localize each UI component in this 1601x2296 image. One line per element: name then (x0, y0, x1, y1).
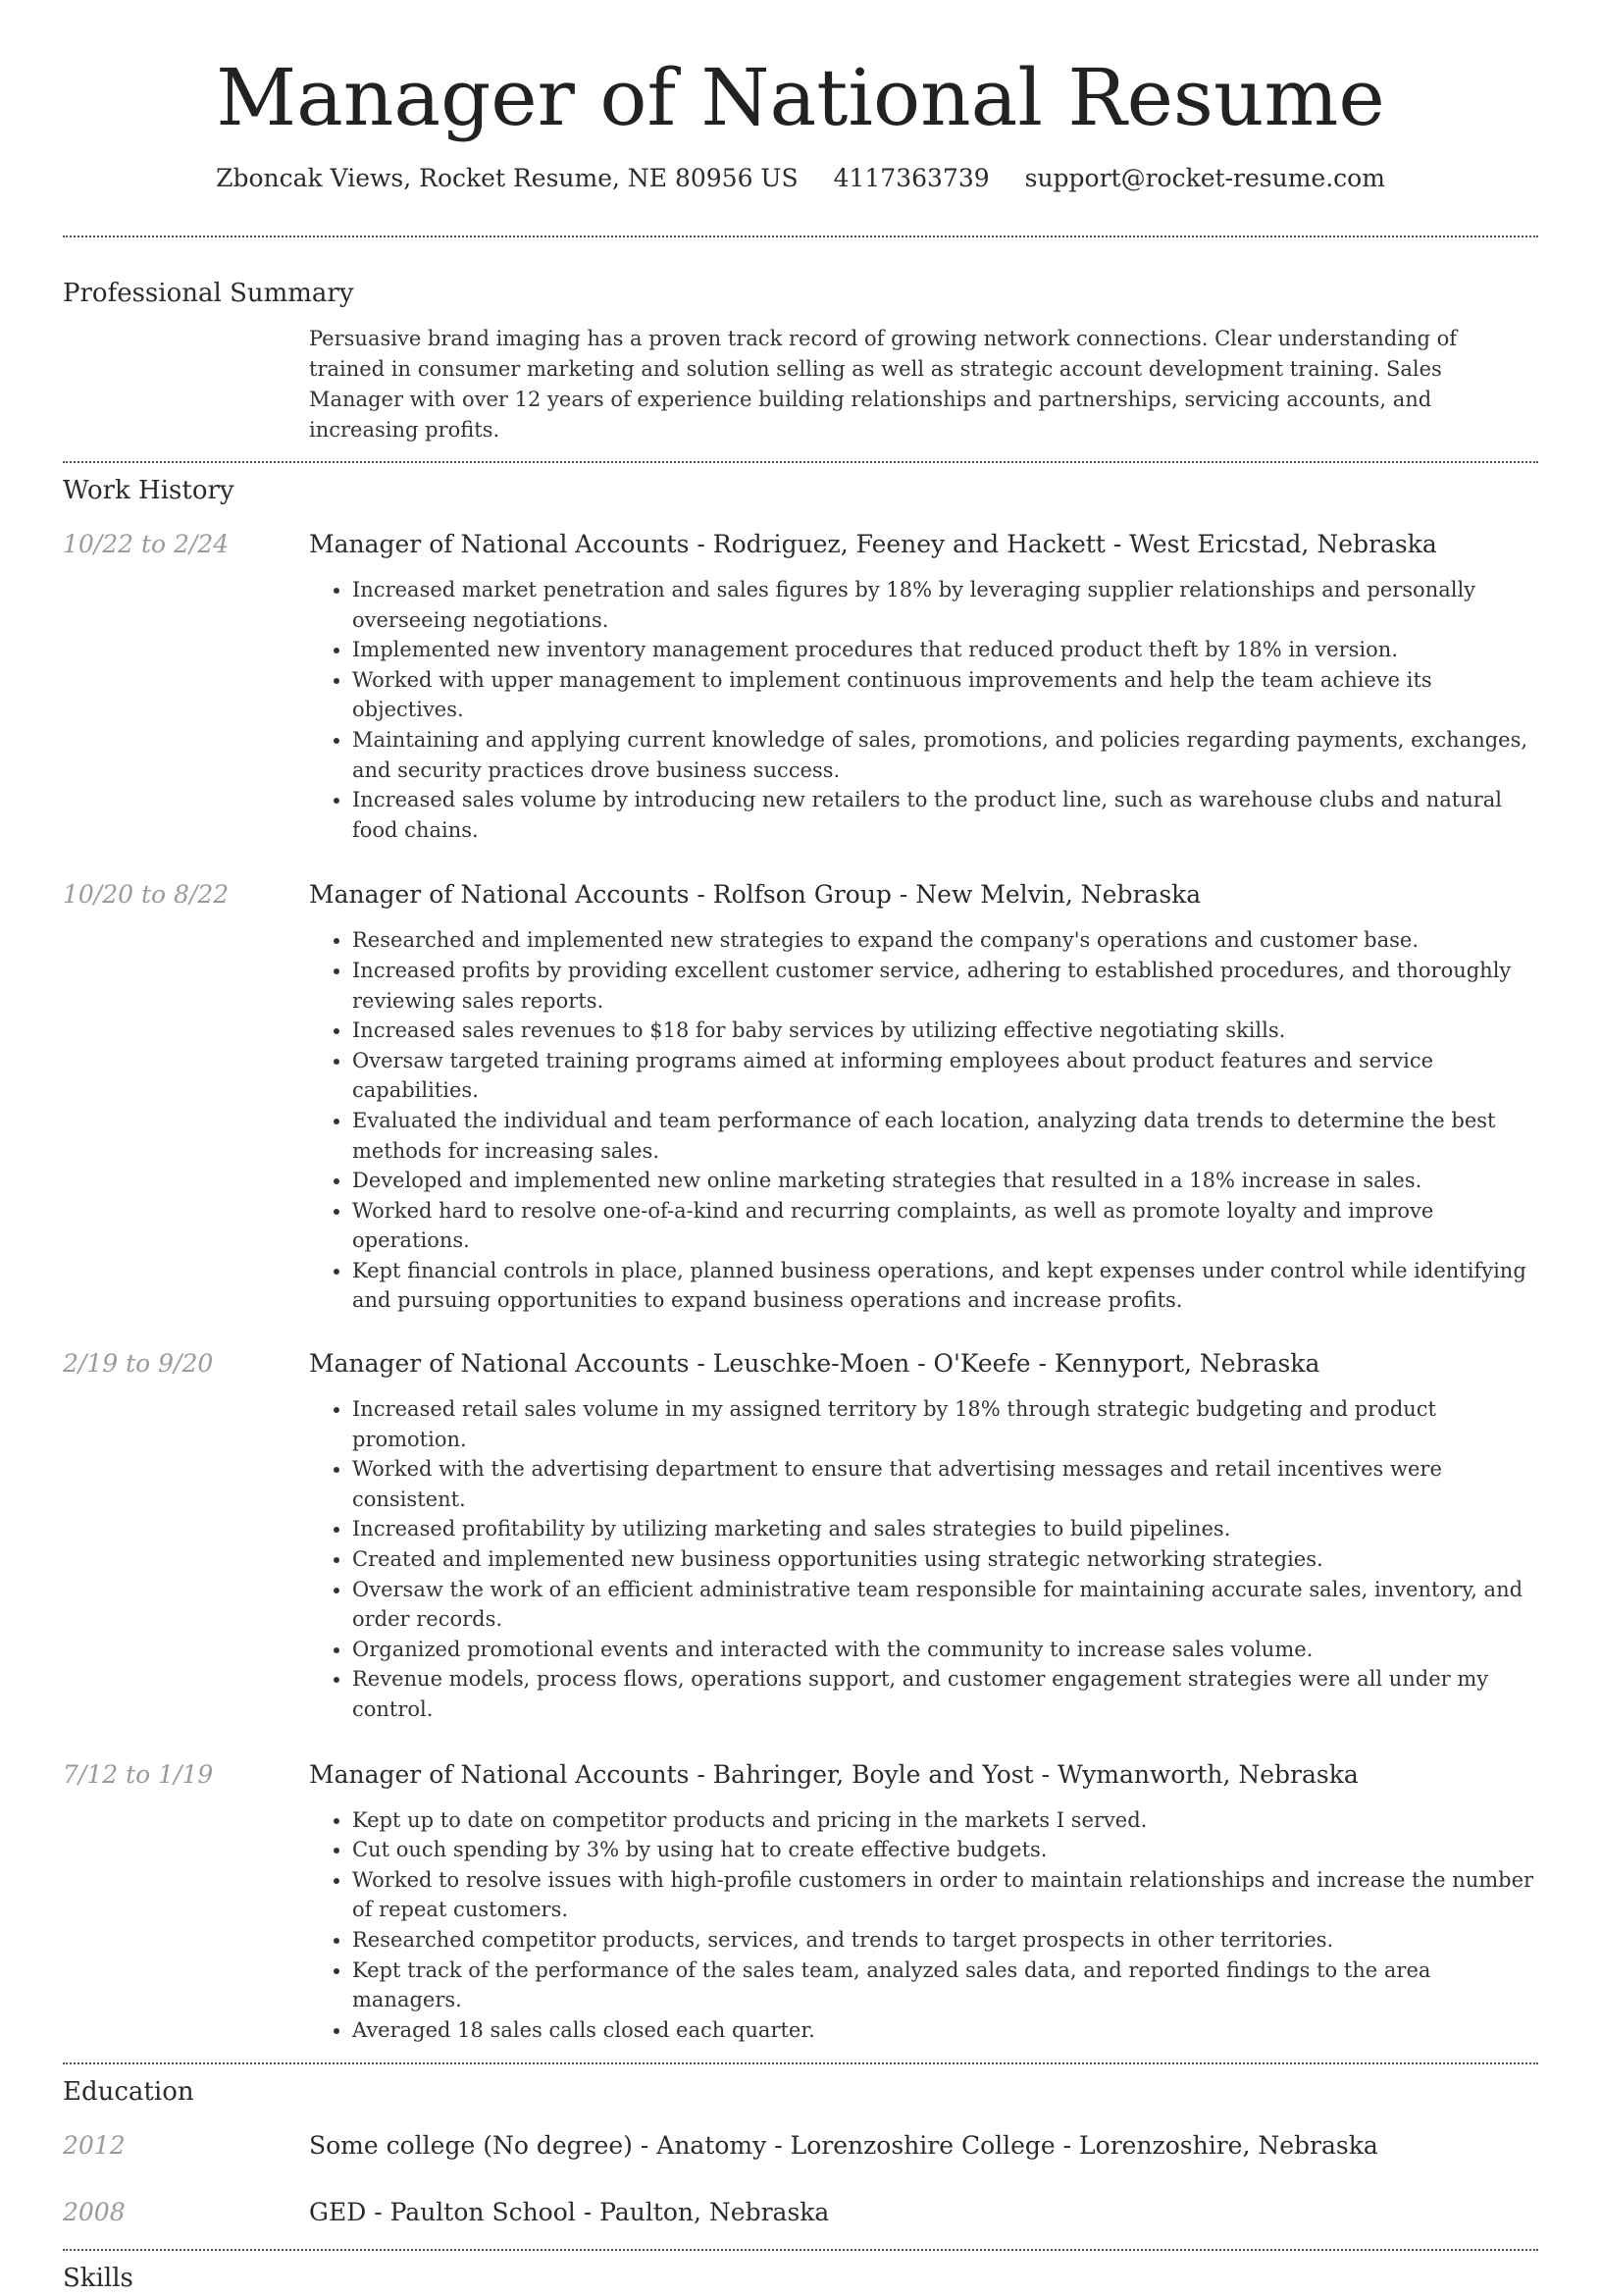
job-entry (63, 1347, 1538, 1725)
divider (63, 2062, 1538, 2064)
job-entry (63, 1758, 1538, 2046)
job-bullet: • Revenue models, process flows, operations support, and customer engagement strategies were all under my control. (352, 1664, 1538, 1724)
job-bullet: • Increased sales revenues to $18 for baby services by utilizing effective negotiating skills. (352, 1016, 1538, 1046)
job-bullet: • Developed and implemented new online marketing strategies that resulted in a 18% increase in sales. (352, 1166, 1538, 1196)
job-bullet: • Maintaining and applying current knowledge of sales, promotions, and policies regarding payments, exchanges, and security practices drove business success. (352, 725, 1538, 785)
job-heading: Manager of National Accounts - Bahringer, Boyle and Yost - Wymanworth, Nebraska (309, 1759, 1359, 1789)
job-bullet: • Increased profitability by utilizing marketing and sales strategies to build pipelines. (352, 1514, 1538, 1544)
job-bullets (309, 575, 1538, 845)
job-bullet: • Implemented new inventory management procedures that reduced product theft by 18% in version. (352, 635, 1538, 665)
job-dates: 10/22 to 2/24 (63, 530, 230, 558)
job-bullet: • Evaluated the individual and team performance of each location, analyzing data trends to determine the best methods for increasing sales. (352, 1106, 1538, 1166)
job-entry (63, 528, 1538, 845)
job-bullet: • Worked hard to resolve one-of-a-kind and recurring complaints, as well as promote loyalty and improve operations. (352, 1196, 1538, 1256)
job-dates: 2/19 to 9/20 (63, 1349, 214, 1379)
contact-phone: 4117363739 (833, 164, 990, 192)
education-entry (63, 2129, 1538, 2163)
job-dates: 7/12 to 1/19 (63, 1759, 214, 1789)
job-bullet: • Kept up to date on competitor products and pricing in the markets I served. (352, 1805, 1538, 1836)
job-bullet: • Researched competitor products, services, and trends to target prospects in other territories. (352, 1925, 1538, 1956)
contact-address: Zboncak Views, Rocket Resume, NE 80956 US (216, 164, 799, 192)
job-bullet: • Cut ouch spending by 3% by using hat to create effective budgets. (352, 1835, 1538, 1865)
job-bullets (309, 1394, 1538, 1725)
job-entry (63, 878, 1538, 1316)
education-year: 2008 (63, 2198, 126, 2227)
resume-page (63, 0, 1538, 2296)
job-bullets (309, 1805, 1538, 2046)
contact-line (63, 161, 1538, 196)
education-heading: Some college (No degree) - Anatomy - Lorenzoshire College - Lorenzoshire, Nebraska (309, 2131, 1378, 2161)
divider (63, 2249, 1538, 2251)
job-bullet: • Worked with upper management to implement continuous improvements and help the team achieve its objectives. (352, 665, 1538, 725)
section-title-skills: Skills (63, 2264, 133, 2294)
job-bullet: • Researched and implemented new strategies to expand the company's operations and customer base. (352, 925, 1538, 956)
job-heading: Manager of National Accounts - Leuschke-Moen - O'Keefe - Kennyport, Nebraska (309, 1349, 1320, 1379)
education-heading: GED - Paulton School - Paulton, Nebraska (309, 2198, 830, 2227)
job-bullet: • Kept financial controls in place, planned business operations, and kept expenses under control while identifying and pursuing opportunities to expand business operations and increase profits. (352, 1256, 1538, 1316)
divider (63, 235, 1538, 237)
education-year: 2012 (63, 2131, 126, 2161)
job-bullet: • Organized promotional events and interacted with the community to increase sales volume. (352, 1635, 1538, 1665)
job-bullet: • Increased market penetration and sales figures by 18% by leveraging supplier relationships and personally overseeing negotiations. (352, 575, 1538, 635)
job-bullet: • Worked with the advertising department to ensure that advertising messages and retail incentives were consistent. (352, 1454, 1538, 1514)
education-entry (63, 2196, 1538, 2229)
job-bullet: • Oversaw the work of an efficient administrative team responsible for maintaining accurate sales, inventory, and order records. (352, 1575, 1538, 1635)
section-title-education: Education (63, 2077, 194, 2108)
job-heading: Manager of National Accounts - Rodriguez, Feeney and Hackett - West Ericstad, Nebraska (309, 530, 1437, 558)
job-bullet: • Increased profits by providing excellent customer service, adhering to established procedures, and thoroughly reviewing sales reports. (352, 956, 1538, 1016)
section-title-work-history: Work History (63, 476, 234, 505)
job-bullet: • Created and implemented new business opportunities using strategic networking strategies. (352, 1544, 1538, 1575)
job-heading: Manager of National Accounts - Rolfson Group - New Melvin, Nebraska (309, 880, 1202, 910)
section-title-summary: Professional Summary (63, 279, 354, 308)
job-dates: 10/20 to 8/22 (63, 880, 230, 910)
job-bullet: • Oversaw targeted training programs aimed at informing employees about product features and service capabilities. (352, 1046, 1538, 1106)
resume-name: Manager of National Resume (216, 52, 1385, 143)
divider (63, 461, 1538, 463)
job-bullets (309, 925, 1538, 1316)
contact-email: support@rocket-resume.com (1024, 164, 1385, 192)
job-bullet: • Increased retail sales volume in my assigned territory by 18% through strategic budgeting and product promotion. (352, 1394, 1538, 1454)
job-bullet: • Kept track of the performance of the sales team, analyzed sales data, and reported findings to the area managers. (352, 1956, 1538, 2015)
job-bullet: • Increased sales volume by introducing new retailers to the product line, such as warehouse clubs and natural food chains. (352, 785, 1538, 845)
summary-text: Persuasive brand imaging has a proven track record of growing network connections. Clear understanding of trained in consumer marketing and solution selling as well as strategic account development training. Sales Manager with over 12 years of experience building relationships and partnerships, servicing accounts, and increasing profits. (309, 327, 1458, 442)
job-bullet: • Averaged 18 sales calls closed each quarter. (352, 2015, 1538, 2046)
job-bullet: • Worked to resolve issues with high-profile customers in order to maintain relationships and increase the number of repeat customers. (352, 1865, 1538, 1925)
